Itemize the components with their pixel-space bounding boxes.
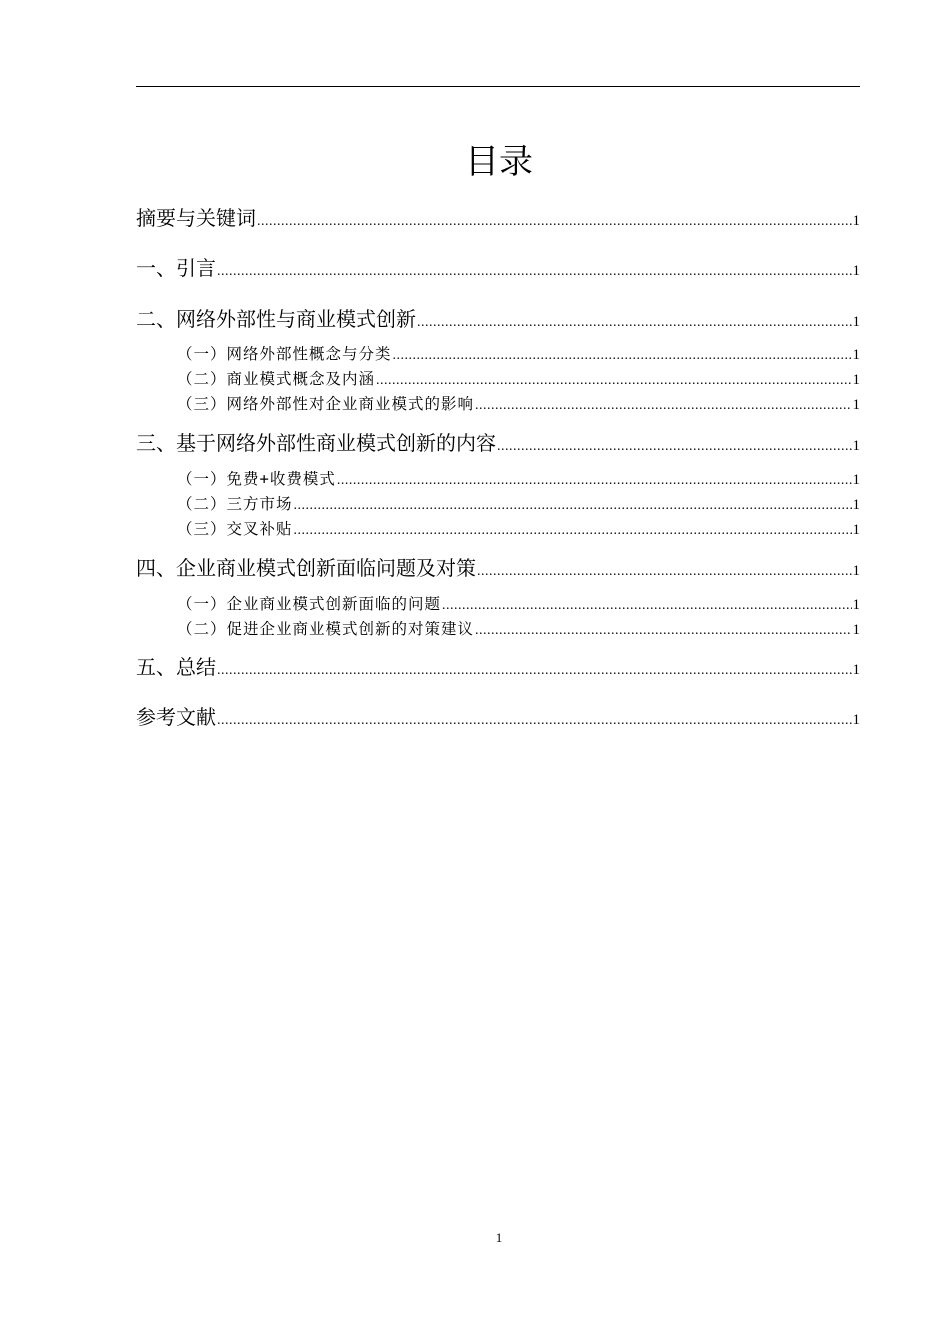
toc-entry-chapter-2[interactable]	[136, 305, 860, 333]
toc-entry-2-3[interactable]	[177, 393, 860, 415]
toc-entry-page: 1	[852, 662, 860, 678]
dot-leader	[393, 345, 852, 367]
toc-entry-label: （二）三方市场	[177, 495, 293, 513]
toc-entry-page: 1	[852, 563, 860, 579]
dot-leader	[477, 558, 852, 586]
toc-entry-4-2[interactable]	[177, 618, 860, 640]
toc-entry-page: 1	[852, 263, 860, 279]
toc-entry-page: 1	[852, 372, 860, 388]
toc-entry-label: （一）免费+收费模式	[177, 470, 336, 488]
dot-leader	[217, 258, 852, 286]
dot-leader	[497, 433, 852, 461]
toc-entry-label: 五、总结	[136, 655, 216, 679]
toc-entry-label: （三）网络外部性对企业商业模式的影响	[177, 395, 475, 413]
dot-leader	[376, 370, 851, 392]
toc-entry-page: 1	[852, 213, 860, 229]
header-rule	[136, 86, 860, 87]
toc-entry-label: 三、基于网络外部性商业模式创新的内容	[136, 431, 496, 455]
toc-entry-page: 1	[852, 397, 860, 413]
toc-entry-label: （一）网络外部性概念与分类	[177, 345, 392, 363]
dot-leader	[442, 595, 851, 617]
toc-entry-conclusion[interactable]	[136, 653, 860, 681]
toc-entry-introduction[interactable]	[136, 254, 860, 282]
toc-entry-label: 二、网络外部性与商业模式创新	[136, 307, 416, 331]
toc-entry-chapter-3[interactable]	[136, 429, 860, 457]
toc-entry-page: 1	[852, 622, 860, 638]
toc-entry-label: （三）交叉补贴	[177, 520, 293, 538]
toc-entry-label: （一）企业商业模式创新面临的问题	[177, 595, 442, 613]
dot-leader	[337, 470, 852, 492]
toc-entry-4-1[interactable]	[177, 593, 860, 615]
toc-entry-references[interactable]	[136, 703, 860, 731]
toc-entry-label: （二）促进企业商业模式创新的对策建议	[177, 620, 475, 638]
toc-entry-abstract[interactable]	[136, 204, 860, 232]
dot-leader	[475, 620, 851, 642]
toc-entry-page: 1	[852, 597, 860, 613]
toc-entry-label: 参考文献	[136, 705, 216, 729]
dot-leader	[294, 520, 852, 542]
dot-leader	[217, 707, 852, 735]
toc-entry-2-1[interactable]	[177, 343, 860, 365]
footer-page-number: 1	[495, 1230, 503, 1245]
dot-leader	[294, 495, 852, 517]
toc-entry-page: 1	[852, 347, 860, 363]
toc-entry-3-1[interactable]	[177, 468, 860, 490]
toc-entry-label: 四、企业商业模式创新面临问题及对策	[136, 556, 476, 580]
dot-leader	[417, 309, 852, 337]
toc-entry-chapter-4[interactable]	[136, 554, 860, 582]
toc-entry-3-2[interactable]	[177, 493, 860, 515]
toc-entry-page: 1	[852, 314, 860, 330]
toc-entry-page: 1	[852, 497, 860, 513]
toc-entry-page: 1	[852, 472, 860, 488]
toc-title: 目录	[465, 142, 533, 182]
toc-entry-2-2[interactable]	[177, 368, 860, 390]
toc-entry-label: 摘要与关键词	[136, 206, 256, 230]
toc-entry-page: 1	[852, 712, 860, 728]
toc-entry-label: 一、引言	[136, 256, 216, 280]
toc-entry-label: （二）商业模式概念及内涵	[177, 370, 376, 388]
dot-leader	[257, 208, 852, 236]
toc-entry-page: 1	[852, 522, 860, 538]
toc-entry-3-3[interactable]	[177, 518, 860, 540]
toc-entry-page: 1	[852, 438, 860, 454]
dot-leader	[475, 395, 851, 417]
dot-leader	[217, 657, 852, 685]
